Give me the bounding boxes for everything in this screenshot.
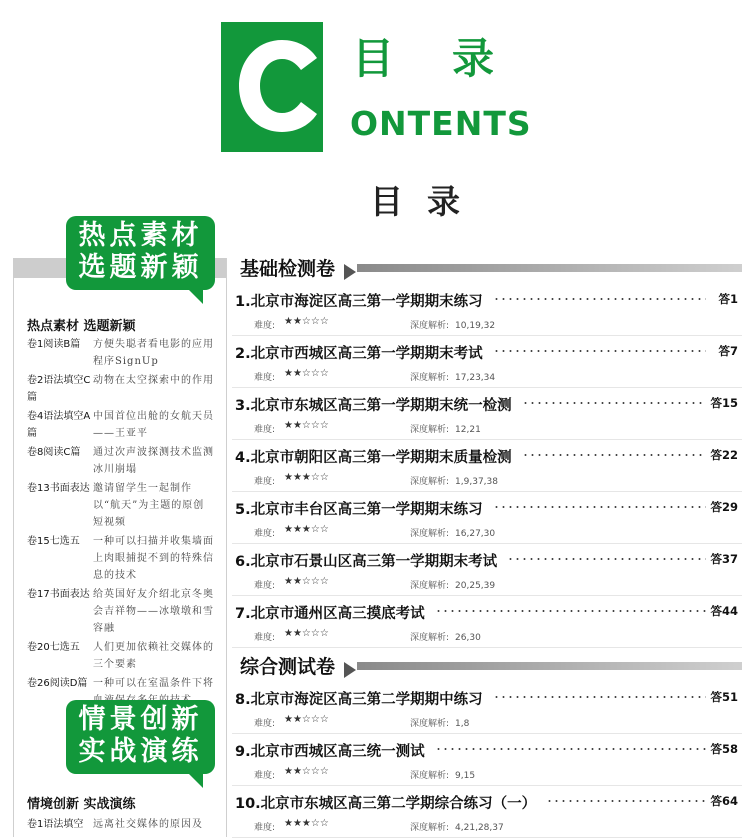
entry-title[interactable]: 4.北京市朝阳区高三第一学期期末质量检测 [235,450,512,466]
difficulty-label: 难度: [254,771,276,781]
analysis-value: 26,30 [455,633,481,643]
entry-title[interactable]: 9.北京市西城区高三统一测试 [235,744,425,760]
toc-entry[interactable] [232,544,742,596]
analysis-value: 10,19,32 [455,321,496,331]
item-source: 卷26阅读D篇 [27,678,88,689]
analysis-label: 深度解析: [410,823,450,833]
entry-page[interactable]: 答1 [718,292,738,306]
difficulty-stars: ★★★☆☆ [284,524,329,535]
entry-page[interactable]: 答64 [710,794,738,808]
hot-topics-heading: 热点素材 选题新颖 [27,319,136,334]
analysis-label: 深度解析: [410,477,450,487]
list-item [27,408,217,442]
analysis-label: 深度解析: [410,425,450,435]
item-source: 卷2语法填空C篇 [27,375,91,403]
analysis-refs [410,768,475,781]
badge-line: 选题新颖 [78,252,203,283]
c-letter-logo [233,36,325,136]
difficulty-label: 难度: [254,373,276,383]
leader-dots [435,610,706,612]
difficulty-label: 难度: [254,581,276,591]
entry-page[interactable]: 答51 [710,690,738,704]
item-description: 远离社交媒体的原因及 [93,819,203,830]
entry-title[interactable]: 5.北京市丰台区高三第一学期期末练习 [235,502,483,518]
toc-entry[interactable] [232,682,742,734]
item-description: 给英国好友介绍北京冬奥会吉祥物——冰墩墩和雪容融 [93,589,214,634]
hot-topics-badge [66,216,215,290]
item-source: 卷17书面表达 [27,589,90,600]
item-description: 邀请留学生一起制作以“航天”为主题的原创短视频 [93,483,205,528]
band-rule [357,662,742,670]
difficulty-stars: ★★★☆☆ [284,472,329,483]
item-description: 人们更加依赖社交媒体的三个要素 [93,642,214,670]
difficulty-stars: ★★☆☆☆ [284,766,329,777]
entry-title[interactable]: 7.北京市通州区高三摸底考试 [235,606,425,622]
entry-page[interactable]: 答58 [710,742,738,756]
badge-line: 实战演练 [78,736,203,767]
item-description: 一种可以在室温条件下将 [93,678,214,689]
entry-page[interactable]: 答44 [710,604,738,618]
leader-dots [493,350,706,352]
entry-page[interactable]: 答29 [710,500,738,514]
list-item [27,533,217,584]
analysis-label: 深度解析: [410,529,450,539]
toc-entry[interactable] [232,492,742,544]
item-description: 通过次声波探测技术监测冰川崩塌 [93,447,214,475]
item-description: 动物在太空探索中的作用 [93,375,214,386]
section-band [232,648,742,682]
list-item [27,816,217,833]
analysis-refs [410,578,495,591]
difficulty-stars: ★★☆☆☆ [284,628,329,639]
entry-title[interactable]: 2.北京市西城区高三第一学期期末考试 [235,346,483,362]
band-rule [357,264,742,272]
difficulty-label: 难度: [254,425,276,435]
difficulty-stars: ★★☆☆☆ [284,576,329,587]
toc-entry[interactable] [232,284,742,336]
analysis-label: 深度解析: [410,321,450,331]
section-band [232,250,742,284]
list-item [27,480,217,531]
entry-title[interactable]: 10.北京市东城区高三第二学期综合练习（一） [235,796,537,812]
list-item [27,586,217,637]
list-item [27,372,217,406]
section-title: 基础检测卷 [240,254,341,281]
leader-dots [493,696,706,698]
leader-dots [493,506,706,508]
logo-title: 目录 [352,34,553,83]
analysis-value: 1,9,37,38 [455,477,498,487]
scenario-heading: 情境创新 实战演练 [27,797,136,812]
contents-list [232,250,742,838]
analysis-refs [410,422,481,435]
item-description: 中国首位出舱的女航天员——王亚平 [93,411,214,439]
entry-title[interactable]: 1.北京市海淀区高三第一学期期末练习 [235,294,483,310]
logo-contents-text: ONTENTS [350,104,532,143]
entry-page[interactable]: 答7 [718,344,738,358]
analysis-value: 9,15 [455,771,476,781]
leader-dots [546,800,706,802]
page-title: 目录 [370,182,484,221]
difficulty-label: 难度: [254,823,276,833]
item-source: 卷4语法填空A篇 [27,411,91,439]
toc-entry[interactable] [232,440,742,492]
entry-page[interactable]: 答15 [710,396,738,410]
badge-line: 热点素材 [78,220,203,251]
analysis-refs [410,716,469,729]
leader-dots [522,402,706,404]
item-source: 卷1阅读B篇 [27,339,81,350]
analysis-label: 深度解析: [410,581,450,591]
analysis-value: 16,27,30 [455,529,496,539]
band-arrow [344,264,356,280]
leader-dots [507,558,706,560]
leader-dots [435,748,706,750]
scenario-badge [66,700,215,774]
difficulty-stars: ★★☆☆☆ [284,368,329,379]
difficulty-label: 难度: [254,719,276,729]
difficulty-stars: ★★★☆☆ [284,818,329,829]
difficulty-stars: ★★☆☆☆ [284,420,329,431]
toc-entry[interactable] [232,336,742,388]
band-arrow [344,662,356,678]
list-item [27,336,217,370]
toc-entry[interactable] [232,388,742,440]
analysis-refs [410,526,495,539]
analysis-value: 1,8 [455,719,470,729]
analysis-refs [410,474,498,487]
analysis-value: 20,25,39 [455,581,496,591]
contents-logo [221,22,323,152]
item-source: 卷15七选五 [27,536,80,547]
analysis-label: 深度解析: [410,719,450,729]
hot-topics-list [27,336,217,711]
analysis-label: 深度解析: [410,633,450,643]
analysis-label: 深度解析: [410,771,450,781]
item-source: 卷13书面表达 [27,483,90,494]
section-title: 综合测试卷 [240,652,341,679]
difficulty-label: 难度: [254,321,276,331]
item-source: 卷1语法填空 [27,819,84,830]
toc-entry[interactable] [232,734,742,786]
analysis-refs [410,370,495,383]
difficulty-label: 难度: [254,633,276,643]
analysis-refs [410,630,481,643]
difficulty-label: 难度: [254,477,276,487]
difficulty-stars: ★★☆☆☆ [284,316,329,327]
analysis-value: 17,23,34 [455,373,496,383]
toc-entry[interactable] [232,596,742,648]
entry-page[interactable]: 答37 [710,552,738,566]
analysis-value: 4,21,28,37 [455,823,504,833]
leader-dots [493,298,706,300]
list-item [27,444,217,478]
toc-entry[interactable] [232,786,742,838]
item-source: 卷20七选五 [27,642,80,653]
list-item [27,639,217,673]
badge-line: 情景创新 [78,704,203,735]
analysis-value: 12,21 [455,425,481,435]
entry-title[interactable]: 3.北京市东城区高三第一学期期末统一检测 [235,398,512,414]
difficulty-label: 难度: [254,529,276,539]
entry-page[interactable]: 答22 [710,448,738,462]
item-description: 方便失聪者看电影的应用程序SignUp [93,339,214,367]
analysis-label: 深度解析: [410,373,450,383]
analysis-refs [410,318,495,331]
item-description: 一种可以扫描并收集墙面上肉眼捕捉不到的特殊信息的技术 [93,536,214,581]
analysis-refs [410,820,504,833]
item-source: 卷8阅读C篇 [27,447,81,458]
scenario-list [27,816,217,835]
difficulty-stars: ★★☆☆☆ [284,714,329,725]
leader-dots [522,454,706,456]
entry-title[interactable]: 8.北京市海淀区高三第二学期期中练习 [235,692,483,708]
entry-title[interactable]: 6.北京市石景山区高三第一学期期末考试 [235,554,498,570]
